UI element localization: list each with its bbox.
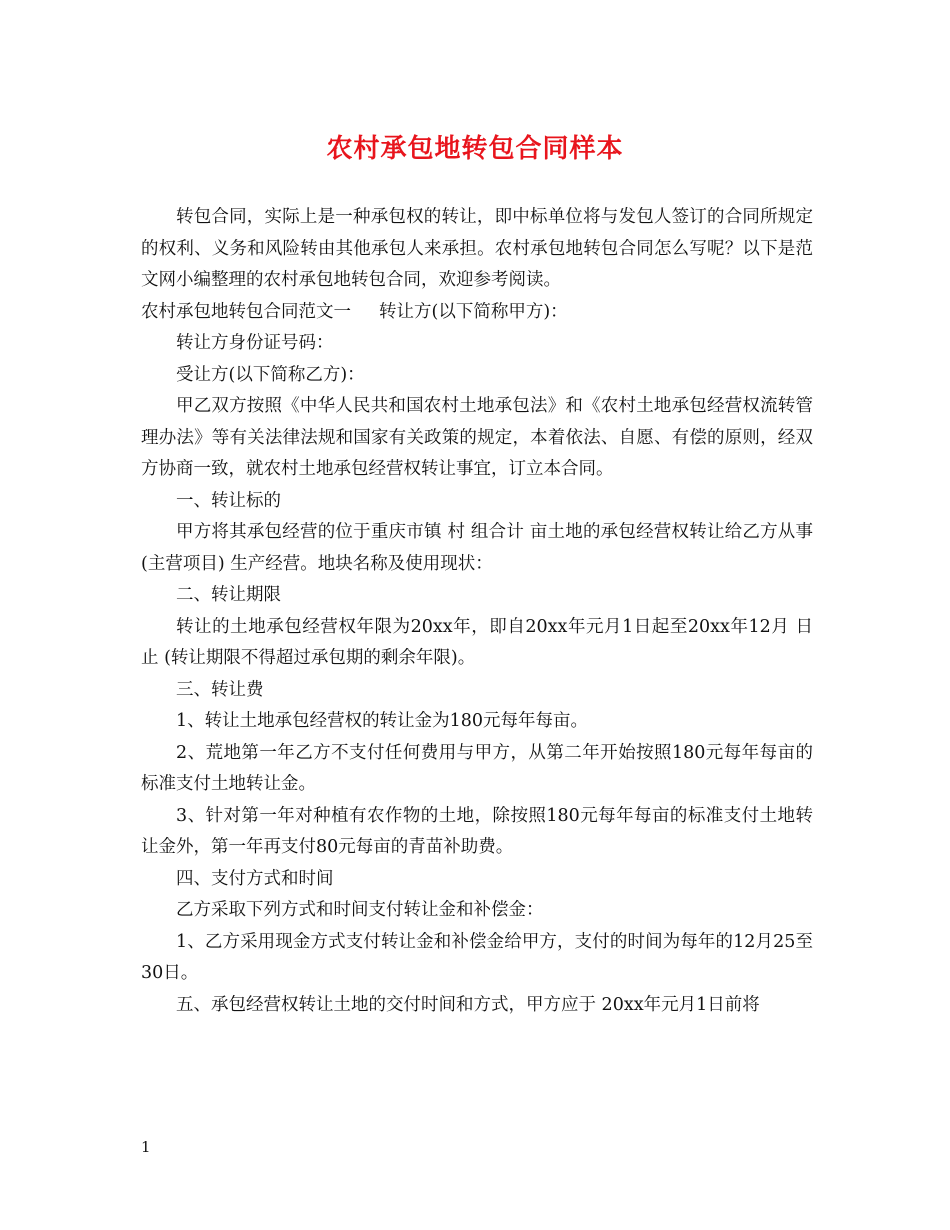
section-3-item-2: 2、荒地第一年乙方不支付任何费用与甲方，从第二年开始按照180元每年每亩的标准支付土地转让金。 xyxy=(141,742,813,794)
section-2-text: 转让的土地承包经营权年限为20xx年，即自20xx年元月1日起至20xx年12月 日止 (转让期限不得超过承包期的剩余年限)。 xyxy=(141,616,813,668)
document-title: 农村承包地转包合同样本 xyxy=(326,134,624,164)
section-4-item-1: 1、乙方采用现金方式支付转让金和补偿金给甲方，支付的时间为每年的12月25至30日。 xyxy=(141,931,813,983)
sample-heading: 农村承包地转包合同范文一 xyxy=(141,301,351,322)
section-3-item-1: 1、转让土地承包经营权的转让金为180元每年每亩。 xyxy=(176,711,589,731)
section-3-heading: 三、转让费 xyxy=(176,679,264,700)
section-2-heading: 二、转让期限 xyxy=(176,585,281,605)
section-5-text: 五、承包经营权转让土地的交付时间和方式，甲方应于 20xx年元月1日前将 xyxy=(176,994,760,1015)
preamble-paragraph: 甲乙双方按照《中华人民共和国农村土地承包法》和《农村土地承包经营权流转管理办法》等有关法律法规和国家有关政策的规定，本着依法、自愿、有偿的原则，经双方协商一致，就农村土地承包经营权转让事宜，订立本合同。 xyxy=(141,396,813,479)
sample-heading-line xyxy=(141,297,813,329)
section-3-item-3: 3、针对第一年对种植有农作物的土地，除按照180元每年每亩的标准支付土地转让金外，第一年再支付80元每亩的青苗补助费。 xyxy=(141,805,813,857)
party-a-label: 转让方(以下简称甲方)： xyxy=(379,301,568,322)
section-1-heading: 一、转让标的 xyxy=(176,490,281,511)
intro-paragraph: 转包合同，实际上是一种承包权的转让，即中标单位将与发包人签订的合同所规定的权利、义务和风险转由其他承包人来承担。农村承包地转包合同怎么写呢？以下是范文网小编整理的农村承包地转包合同，欢迎参考阅读。 xyxy=(141,207,813,290)
document-body xyxy=(141,202,813,1021)
section-1-text: 甲方将其承包经营的位于重庆市镇 村 组合计 亩土地的承包经营权转让给乙方从事(主营项目) 生产经营。地块名称及使用现状： xyxy=(141,522,813,574)
party-b-line: 受让方(以下简称乙方)： xyxy=(176,364,365,385)
party-a-id-line: 转让方身份证号码： xyxy=(176,333,334,353)
section-4-heading: 四、支付方式和时间 xyxy=(176,868,334,889)
page-number: 1 xyxy=(141,1138,151,1156)
section-4-intro: 乙方采取下列方式和时间支付转让金和补偿金： xyxy=(176,900,544,920)
